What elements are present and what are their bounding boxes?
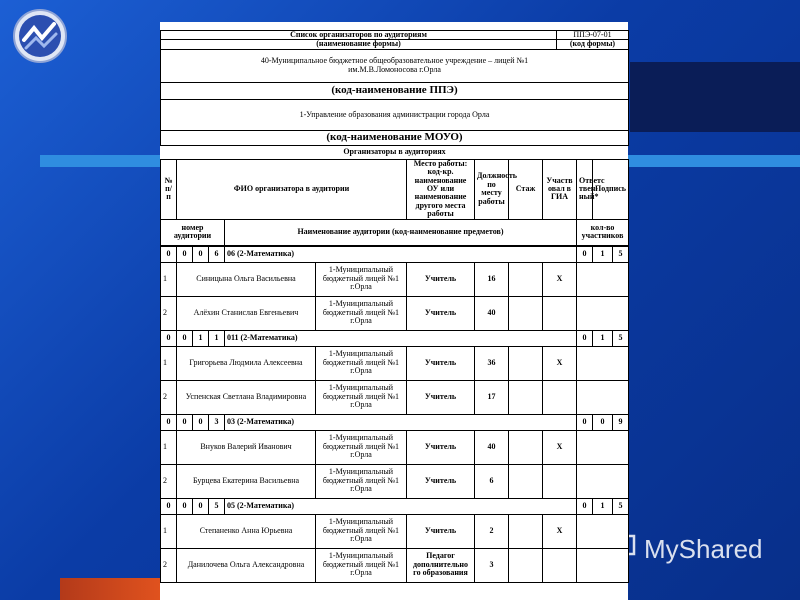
stazh: 36: [475, 346, 509, 380]
organizer-name: Внуков Валерий Иванович: [177, 430, 316, 464]
auditorium-list: [160, 246, 629, 583]
work-place: 1-Муниципальный бюджетный лицей №1 г.Орла: [316, 464, 407, 498]
table-row: [161, 380, 629, 414]
aud-count-digit: 0: [577, 498, 593, 514]
gia: [509, 548, 543, 582]
aud-count-digit: 0: [577, 330, 593, 346]
auditorium-name: 03 (2-Математика): [225, 414, 577, 430]
stazh: 2: [475, 514, 509, 548]
row-number: 2: [161, 464, 177, 498]
col-sign: Подпись: [593, 159, 629, 219]
responsible-mark: Х: [543, 430, 577, 464]
organizer-name: Успенская Светлана Владимировна: [177, 380, 316, 414]
aud-count-digit: 9: [613, 414, 629, 430]
signature-cell: [577, 430, 629, 464]
stazh: 40: [475, 296, 509, 330]
school-name: 40-Муниципальное бюджетное общеобразовательное учреждение – лицей №1 им.М.В.Ломоносова г.Орла: [161, 49, 629, 82]
aud-digit: 0: [177, 498, 193, 514]
responsible-mark: [543, 548, 577, 582]
row-number: 1: [161, 346, 177, 380]
form-code-caption: (код формы): [557, 40, 629, 49]
signature-cell: [577, 296, 629, 330]
document-page: [160, 22, 628, 600]
position: Учитель: [407, 430, 475, 464]
signature-cell: [577, 380, 629, 414]
aud-count-digit: 1: [593, 330, 613, 346]
gia: [509, 262, 543, 296]
decor-bar-bottom: [60, 578, 160, 600]
mouo-caption: (код-наименование МОУО): [161, 130, 629, 145]
responsible-mark: Х: [543, 346, 577, 380]
stazh: 16: [475, 262, 509, 296]
aud-digit: 0: [193, 498, 209, 514]
aud-count-digit: 0: [577, 246, 593, 262]
form-title: Список организаторов по аудиториям: [161, 31, 557, 40]
organizer-name: Григорьева Людмила Алексеевна: [177, 346, 316, 380]
aud-count-digit: 1: [593, 246, 613, 262]
aud-digit: 0: [161, 414, 177, 430]
stazh: 40: [475, 430, 509, 464]
header-table: [160, 22, 629, 159]
table-row: [161, 548, 629, 582]
aud-digit: 0: [161, 498, 177, 514]
auditorium-header: [161, 246, 629, 262]
gia: [509, 380, 543, 414]
decor-bar-right: [628, 155, 800, 167]
gia: [509, 464, 543, 498]
row-number: 2: [161, 548, 177, 582]
organizer-name: Синицына Ольга Васильевна: [177, 262, 316, 296]
aud-digit: 1: [193, 330, 209, 346]
logo-icon: [12, 8, 68, 64]
aud-digit: 1: [209, 330, 225, 346]
position: Учитель: [407, 346, 475, 380]
aud-digit: 0: [177, 414, 193, 430]
responsible-mark: [543, 296, 577, 330]
work-place: 1-Муниципальный бюджетный лицей №1 г.Орла: [316, 262, 407, 296]
gia: [509, 514, 543, 548]
row-number: 1: [161, 514, 177, 548]
form-name-caption: (наименование формы): [161, 40, 557, 49]
row-number: 2: [161, 380, 177, 414]
auditorium-name: 06 (2-Математика): [225, 246, 577, 262]
position: Учитель: [407, 464, 475, 498]
signature-cell: [577, 548, 629, 582]
table-row: [161, 430, 629, 464]
work-place: 1-Муниципальный бюджетный лицей №1 г.Орла: [316, 296, 407, 330]
aud-digit: 3: [209, 414, 225, 430]
aud-digit: 0: [161, 246, 177, 262]
col-num: № п/п: [161, 159, 177, 219]
organizer-name: Бурцева Екатерина Васильевна: [177, 464, 316, 498]
mouo-name: 1-Управление образования администрации города Орла: [161, 99, 629, 130]
position: Учитель: [407, 262, 475, 296]
col-aud-num: номер аудитории: [161, 219, 225, 245]
aud-digit: 0: [161, 330, 177, 346]
auditorium-name: 05 (2-Математика): [225, 498, 577, 514]
col-fio: ФИО организатора в аудитории: [177, 159, 407, 219]
organizer-name: Алёхин Станислав Евгеньевич: [177, 296, 316, 330]
decor-bar-top: [630, 62, 800, 132]
aud-count-digit: 0: [577, 414, 593, 430]
aud-digit: 0: [193, 414, 209, 430]
col-gia: Участв овал в ГИА: [543, 159, 577, 219]
table-row: [161, 262, 629, 296]
table-row: [161, 346, 629, 380]
aud-count-digit: 1: [593, 498, 613, 514]
auditorium-header: [161, 414, 629, 430]
work-place: 1-Муниципальный бюджетный лицей №1 г.Орла: [316, 514, 407, 548]
gia: [509, 346, 543, 380]
responsible-mark: [543, 380, 577, 414]
aud-count-digit: 0: [593, 414, 613, 430]
aud-count-digit: 5: [613, 246, 629, 262]
col-aud-name: Наименование аудитории (код-наименование предметов): [225, 219, 577, 245]
form-code: ППЭ-07-01: [557, 31, 629, 40]
stazh: 3: [475, 548, 509, 582]
col-stazh: Стаж: [509, 159, 543, 219]
signature-cell: [577, 346, 629, 380]
responsible-mark: Х: [543, 262, 577, 296]
table-row: [161, 296, 629, 330]
signature-cell: [577, 262, 629, 296]
aud-digit: 0: [193, 246, 209, 262]
row-number: 1: [161, 262, 177, 296]
col-position: Должность по месту работы: [475, 159, 509, 219]
organizer-name: Данилочева Ольга Александровна: [177, 548, 316, 582]
aud-digit: 5: [209, 498, 225, 514]
work-place: 1-Муниципальный бюджетный лицей №1 г.Орла: [316, 380, 407, 414]
row-number: 2: [161, 296, 177, 330]
row-number: 1: [161, 430, 177, 464]
responsible-mark: Х: [543, 514, 577, 548]
responsible-mark: [543, 464, 577, 498]
aud-count-digit: 5: [613, 498, 629, 514]
school-caption: (код-наименование ППЭ): [161, 82, 629, 99]
col-resp: Ответс твен-ный*: [577, 159, 593, 219]
aud-digit: 6: [209, 246, 225, 262]
position: Учитель: [407, 380, 475, 414]
position: Педагог дополнительно го образования: [407, 548, 475, 582]
position: Учитель: [407, 514, 475, 548]
position: Учитель: [407, 296, 475, 330]
auditorium-header: [161, 330, 629, 346]
auditorium-name: 011 (2-Математика): [225, 330, 577, 346]
auditorium-header: [161, 498, 629, 514]
aud-count-digit: 5: [613, 330, 629, 346]
gia: [509, 430, 543, 464]
aud-digit: 0: [177, 330, 193, 346]
stazh: 6: [475, 464, 509, 498]
table-row: [161, 464, 629, 498]
work-place: 1-Муниципальный бюджетный лицей №1 г.Орла: [316, 548, 407, 582]
gia: [509, 296, 543, 330]
stazh: 17: [475, 380, 509, 414]
organizer-name: Степаненко Анна Юрьевна: [177, 514, 316, 548]
aud-digit: 0: [177, 246, 193, 262]
col-count: кол-во участников: [577, 219, 629, 245]
organizers-table: [160, 159, 629, 246]
col-place: Место работы: код-кр. наименование ОУ или наименование другого места работы: [407, 159, 475, 219]
watermark-text: MyShared: [644, 533, 763, 564]
section-title: Организаторы в аудиториях: [343, 147, 446, 157]
work-place: 1-Муниципальный бюджетный лицей №1 г.Орла: [316, 430, 407, 464]
decor-bar-left: [40, 155, 160, 167]
work-place: 1-Муниципальный бюджетный лицей №1 г.Орла: [316, 346, 407, 380]
signature-cell: [577, 464, 629, 498]
signature-cell: [577, 514, 629, 548]
table-row: [161, 514, 629, 548]
